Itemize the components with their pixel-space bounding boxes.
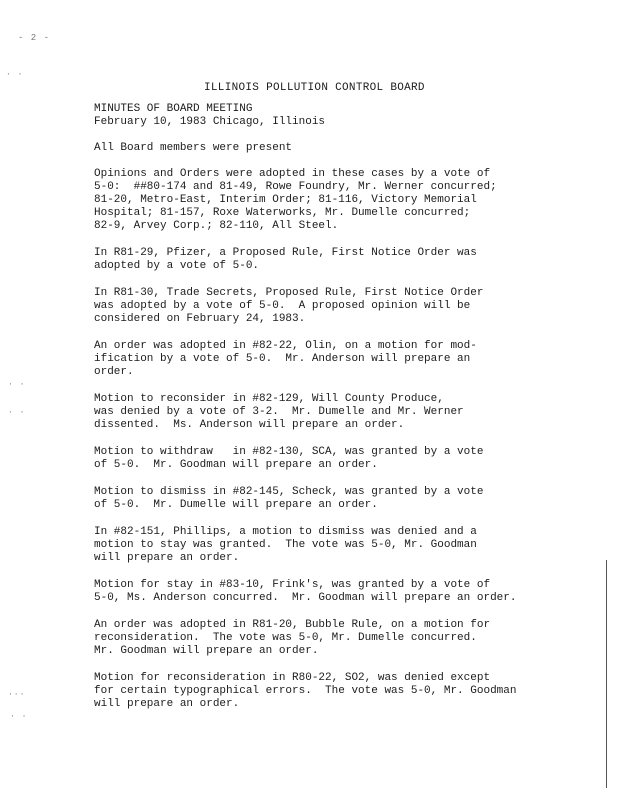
margin-speck: ···	[8, 690, 26, 699]
meeting-date-line: February 10, 1983 Chicago, Illinois	[94, 116, 326, 128]
page-edge-line	[606, 560, 607, 788]
minutes-body	[94, 103, 594, 711]
margin-speck: · ·	[6, 70, 24, 79]
minutes-paragraph: An order was adopted in #82-22, Olin, on a motion for mod- ification by a vote of 5-0. Mr. Anderson will prepare an order.	[94, 340, 477, 378]
minutes-paragraph: Motion to reconsider in #82-129, Will County Produce, was denied by a vote of 3-2. Mr. Dumelle and Mr. Werner dissented. Ms. Anderson will prepare an order.	[94, 393, 464, 431]
minutes-paragraph: In #82-151, Phillips, a motion to dismiss was denied and a motion to stay was granted. The vote was 5-0, Mr. Goodman will prepare an order.	[94, 526, 477, 564]
margin-speck: · ·	[10, 712, 28, 721]
board-title: ILLINOIS POLLUTION CONTROL BOARD	[204, 82, 425, 94]
minutes-paragraph: In R81-30, Trade Secrets, Proposed Rule, First Notice Order was adopted by a vote of 5-0. A proposed opinion will be considered on February 24, 1983.	[94, 287, 484, 325]
minutes-paragraph: Motion to dismiss in #82-145, Scheck, was granted by a vote of 5-0. Mr. Dumelle will prepare an order.	[94, 486, 484, 511]
minutes-paragraph: Motion to withdraw in #82-130, SCA, was granted by a vote of 5-0. Mr. Goodman will prepare an order.	[94, 446, 484, 471]
minutes-heading: MINUTES OF BOARD MEETING	[94, 103, 253, 115]
minutes-paragraph: In R81-29, Pfizer, a Proposed Rule, First Notice Order was adopted by a vote of 5-0.	[94, 247, 477, 272]
minutes-paragraph: Opinions and Orders were adopted in these cases by a vote of 5-0: ##80-174 and 81-49, Rowe Foundry, Mr. Werner concurred; 81-20, Metro-East, Interim Order; 81-116, Victory Memorial Hospital; 81-157, Roxe Waterworks, Mr. Dumelle concurred; 82-9, Arvey Corp.; 82-110, All Steel.	[94, 168, 497, 232]
minutes-paragraph: An order was adopted in R81-20, Bubble Rule, on a motion for reconsideration. The vote was 5-0, Mr. Dumelle concurred. Mr. Goodman will prepare an order.	[94, 619, 491, 657]
minutes-paragraph: Motion for reconsideration in R80-22, SO2, was denied except for certain typographical errors. The vote was 5-0, Mr. Goodman will prepare an order.	[94, 672, 517, 710]
margin-speck: · ·	[8, 380, 26, 389]
margin-speck: · ·	[8, 408, 26, 417]
minutes-paragraph: Motion for stay in #83-10, Frink's, was granted by a vote of 5-0, Ms. Anderson concurred. Mr. Goodman will prepare an order.	[94, 579, 517, 604]
page-number-mark: - 2 -	[18, 33, 51, 43]
attendance-paragraph: All Board members were present	[94, 142, 293, 154]
